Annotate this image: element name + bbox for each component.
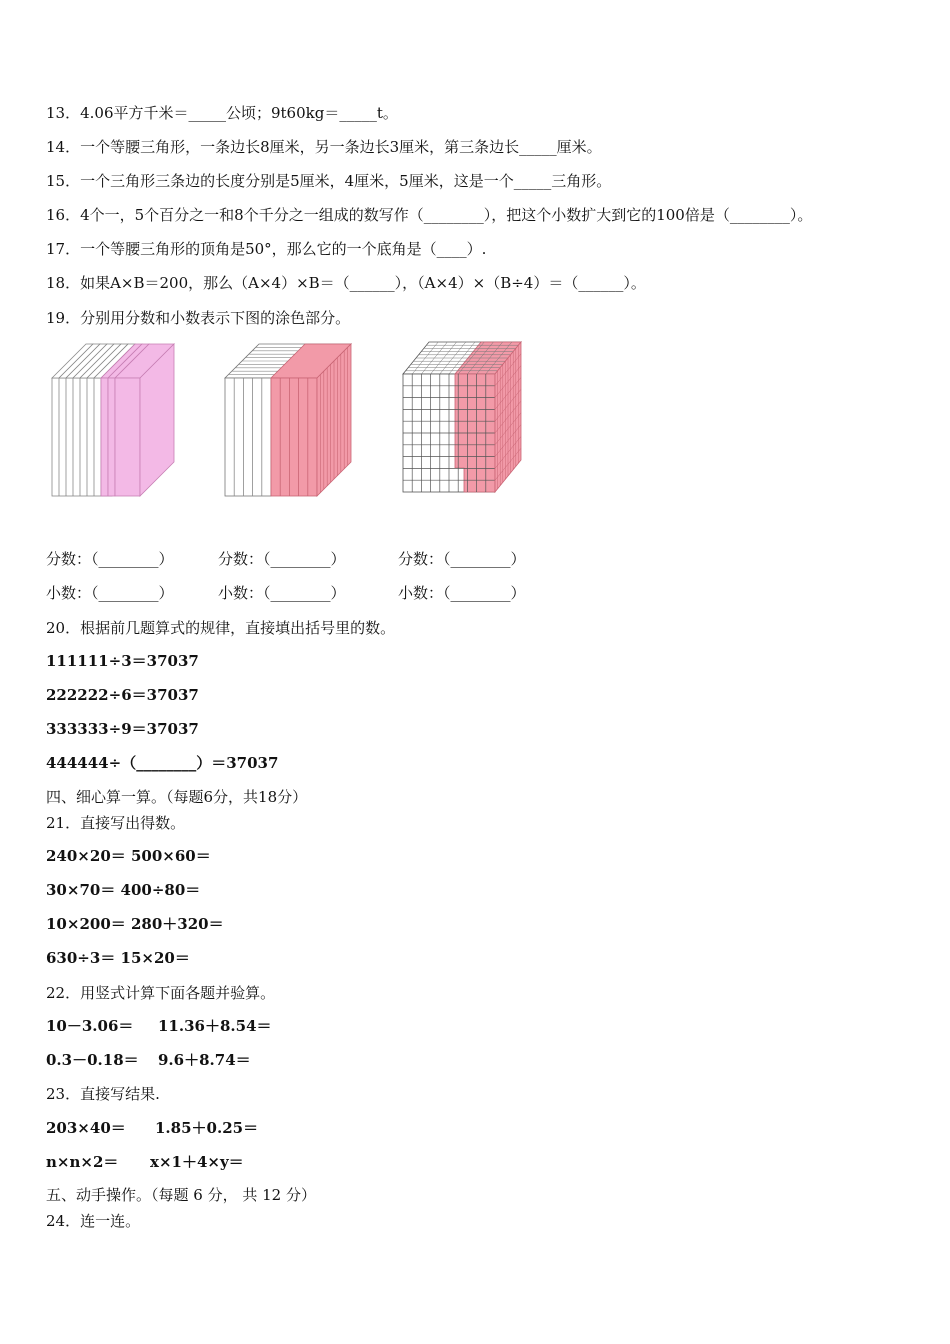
question-23: 23．直接写结果. [46,1085,160,1103]
question-17: 17．一个等腰三角形的顶角是50°，那么它的一个底角是（____）. [46,240,487,258]
question-20: 20．根据前几题算式的规律，直接填出括号里的数。 [46,619,396,637]
question-21: 21．直接写出得数。 [46,814,186,832]
q23-equation-b: 1.85＋0.25＝ [155,1119,259,1137]
question-19: 19．分别用分数和小数表示下图的涂色部分。 [46,309,351,327]
q21-equation: 630÷3＝ 15×20＝ [46,949,190,967]
figure-thousandths-cube [400,336,530,501]
fraction-answer-2: 分数：（________） [218,550,346,568]
q22-equation-a: 10－3.06＝ [46,1017,134,1035]
q21-equation: 10×200＝ 280＋320＝ [46,915,224,933]
section-4-heading: 四、细心算一算。（每题6分，共18分） [46,788,308,806]
decimal-answer-3: 小数：（________） [398,584,526,602]
figure-2-block [225,344,351,496]
q22-equation-a: 0.3－0.18＝ [46,1051,139,1069]
figure-hundredths-block [222,340,357,505]
q20-equation: 333333÷9＝37037 [46,720,199,738]
figure-tenths-slabs [46,340,181,505]
question-16: 16．4个一，5个百分之一和8个千分之一组成的数写作（________），把这个小数扩大到它的100倍是（________）。 [46,206,813,224]
q20-equation: 222222÷6＝37037 [46,686,199,704]
question-24: 24．连一连。 [46,1212,141,1230]
decimal-answer-2: 小数：（________） [218,584,346,602]
q23-equation-a: n×n×2＝ [46,1153,119,1171]
q21-equation: 30×70＝ 400÷80＝ [46,881,201,899]
question-18: 18．如果A×B＝200，那么（A×4）×B＝（______），（A×4）×（B÷4）＝（______）。 [46,274,646,292]
q23-equation-b: x×1＋4×y＝ [150,1153,244,1171]
question-22: 22．用竖式计算下面各题并验算。 [46,984,276,1002]
section-5-heading: 五、动手操作。（每题 6 分， 共 12 分） [46,1186,316,1204]
q22-equation-b: 9.6＋8.74＝ [158,1051,251,1069]
question-15: 15．一个三角形三条边的长度分别是5厘米，4厘米，5厘米，这是一个_____三角形。 [46,172,612,190]
fraction-answer-3: 分数：（________） [398,550,526,568]
figure-1-slabs [52,344,174,496]
q22-equation-b: 11.36＋8.54＝ [158,1017,272,1035]
fraction-answer-1: 分数：（________） [46,550,174,568]
question-13: 13．4.06平方千米＝_____公顷；9t60kg＝_____t。 [46,104,398,122]
q20-equation: 444444÷（________）＝37037 [46,754,279,772]
question-14: 14．一个等腰三角形，一条边长8厘米，另一条边长3厘米，第三条边长_____厘米。 [46,138,602,156]
q23-equation-a: 203×40＝ [46,1119,126,1137]
q21-equation: 240×20＝ 500×60＝ [46,847,211,865]
q20-equation: 111111÷3＝37037 [46,652,199,670]
decimal-answer-1: 小数：（________） [46,584,174,602]
figure-3-cube [403,342,521,492]
